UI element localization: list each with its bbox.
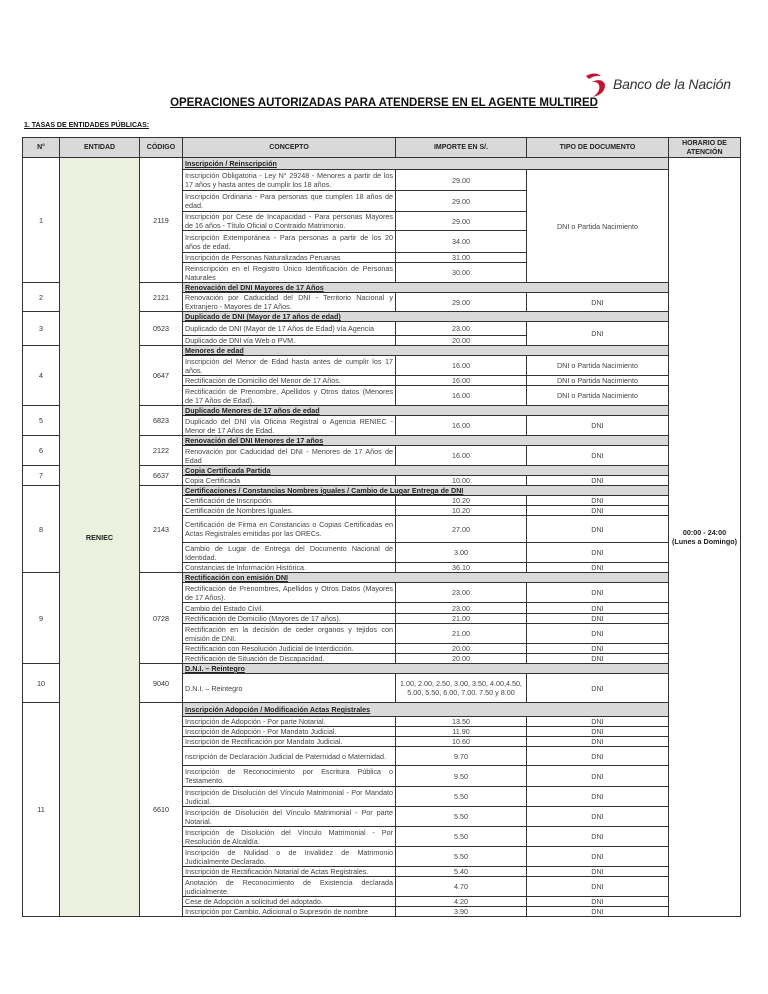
row-number: 1	[23, 158, 60, 283]
doc-type-cell: DNI	[527, 583, 669, 603]
doc-type-cell: DNI	[527, 717, 669, 727]
row-code: 6823	[140, 406, 183, 436]
amount-cell: 10.20	[396, 506, 527, 516]
page-title: OPERACIONES AUTORIZADAS PARA ATENDERSE EN EL AGENTE MULTIRED	[170, 97, 598, 109]
row-number: 10	[23, 664, 60, 703]
amount-cell: 4.20	[396, 897, 527, 907]
concept-cell: Rectificación de Domicilio del Menor de 17 Años.	[183, 376, 396, 386]
bank-logo-icon	[583, 70, 609, 98]
doc-type-cell: DNI	[527, 293, 669, 312]
concept-cell: Rectificación de Prenombre, Apellidos y Otros datos (Menores de 17 Años de Edad).	[183, 386, 396, 406]
row-code: 6610	[140, 703, 183, 917]
col-header-concept: CONCEPTO	[183, 138, 396, 158]
concept-cell: Inscripción de Personas Naturalizadas Peruanas	[183, 253, 396, 263]
concept-cell: Inscripción Extemporánea - Para personas a partir de los 20 años de edad.	[183, 231, 396, 253]
concept-cell: D.N.I. – Reintegro	[183, 674, 396, 703]
doc-type-cell: DNI	[527, 516, 669, 543]
concept-cell: Inscripción de Adopción - Por parte Notarial.	[183, 717, 396, 727]
section-title: Duplicado de DNI (Mayor de 17 años de edad)	[183, 312, 669, 322]
concept-cell: Rectificación de Domicilio (Mayores de 17 años).	[183, 614, 396, 624]
row-number: 7	[23, 466, 60, 486]
concept-cell: Inscripción Obligatoria - Ley N° 29248 - Menores a partir de los 17 años y hasta antes de cumplir los 18 años.	[183, 170, 396, 191]
doc-type-cell: DNI	[527, 766, 669, 787]
concept-cell: Inscripción del Menor de Edad hasta antes de cumplir los 17 años.	[183, 356, 396, 376]
section-title: Copia Certificada Partida	[183, 466, 669, 476]
doc-type-cell: DNI	[527, 867, 669, 877]
concept-cell: Inscripción por Cambio, Adicional o Supresión de nombre	[183, 907, 396, 917]
amount-cell: 20.00	[396, 644, 527, 654]
section-subtitle: 1. TASAS DE ENTIDADES PÚBLICAS:	[24, 122, 150, 129]
doc-type-cell: DNI	[527, 416, 669, 436]
col-header-code: CÓDIGO	[140, 138, 183, 158]
section-row	[23, 158, 741, 170]
amount-cell: 20.00	[396, 336, 527, 346]
amount-cell: 5.40	[396, 867, 527, 877]
doc-type-cell: DNI	[527, 506, 669, 516]
section-title: Rectificación con emisión DNI	[183, 573, 669, 583]
amount-cell: 3.90	[396, 907, 527, 917]
bank-name: Banco de la Nación	[613, 76, 731, 92]
concept-cell: Inscripción de Reconocimiento por Escritura Pública o Testamento.	[183, 766, 396, 787]
amount-cell: 31.00	[396, 253, 527, 263]
amount-cell: 5.50	[396, 787, 527, 807]
amount-cell: 16.00	[396, 386, 527, 406]
amount-cell: 23.00	[396, 603, 527, 614]
amount-cell: 3.00	[396, 543, 527, 563]
col-header-doc-type: TIPO DE DOCUMENTO	[527, 138, 669, 158]
amount-cell: 21.00	[396, 624, 527, 644]
doc-type-cell: DNI	[527, 877, 669, 897]
amount-cell: 9.50	[396, 766, 527, 787]
amount-cell: 29.00	[396, 212, 527, 231]
col-header-number: N°	[23, 138, 60, 158]
col-header-entity: ENTIDAD	[60, 138, 140, 158]
row-code: 0728	[140, 573, 183, 664]
amount-cell: 27.00	[396, 516, 527, 543]
concept-cell: Inscripción por Cese de Incapacidad - Para personas Mayores de 16 años - Título Oficial o Contraido Matrimonio.	[183, 212, 396, 231]
concept-cell: Rectificación en la decisión de ceder organos y tejidos con emisión de DNI.	[183, 624, 396, 644]
concept-cell: Certificación de Inscripción.	[183, 496, 396, 506]
amount-cell: 16.00	[396, 376, 527, 386]
concept-cell: Inscripción de Rectificación Notarial de Actas Registrales.	[183, 867, 396, 877]
row-number: 8	[23, 486, 60, 573]
row-code: 2119	[140, 158, 183, 283]
row-code: 0647	[140, 346, 183, 406]
amount-cell: 4.70	[396, 877, 527, 897]
doc-type-cell: DNI	[527, 446, 669, 466]
concept-cell: Constancias de Información Histórica.	[183, 563, 396, 573]
amount-cell: 10.20	[396, 496, 527, 506]
section-title: Certificaciones / Constancias Nombres iguales / Cambio de Lugar Entrega de DNI	[183, 486, 669, 496]
amount-cell: 29.00	[396, 293, 527, 312]
doc-type-cell: DNI	[527, 737, 669, 747]
amount-cell: 34.00	[396, 231, 527, 253]
doc-type-cell: DNI o Partida Nacimiento	[527, 376, 669, 386]
row-number: 11	[23, 703, 60, 917]
row-number: 9	[23, 573, 60, 664]
concept-cell: Renovación por Caducidad del DNI - Menores de 17 Años de Edad	[183, 446, 396, 466]
section-title: Renovación del DNI Mayores de 17 Años	[183, 283, 669, 293]
doc-type-cell: DNI	[527, 807, 669, 827]
section-title: D.N.I. – Reintegro	[183, 664, 669, 674]
concept-cell: Copia Certificada	[183, 476, 396, 486]
concept-cell: Inscripción de Adopción - Por Mandato Judicial.	[183, 727, 396, 737]
concept-cell: Duplicado de DNI vía Web o PVM.	[183, 336, 396, 346]
doc-type-cell: DNI	[527, 543, 669, 563]
amount-cell: 21.00	[396, 614, 527, 624]
concept-cell: Inscripción de Nulidad o de Invalidez de Matrimonio Judicialmente Declarado.	[183, 847, 396, 867]
amount-cell: 16.00	[396, 356, 527, 376]
row-code: 2122	[140, 436, 183, 466]
concept-cell: Inscripción de Disolución del Vínculo Matrimonial - Por Mandato Judicial.	[183, 787, 396, 807]
doc-type-cell: DNI o Partida Nacimiento	[527, 170, 669, 283]
doc-type-cell: DNI	[527, 654, 669, 664]
amount-cell: 13.50	[396, 717, 527, 727]
doc-type-cell: DNI	[527, 897, 669, 907]
row-code: 0523	[140, 312, 183, 346]
doc-type-cell: DNI	[527, 476, 669, 486]
concept-cell: Rectificación de Situación de Discapacidad.	[183, 654, 396, 664]
row-number: 6	[23, 436, 60, 466]
doc-type-cell: DNI	[527, 614, 669, 624]
amount-cell: 1.00, 2.00, 2.50, 3.00, 3.50, 4.00,4.50, 5.00, 5.50, 6.00, 7.00. 7.50 y 8.00	[396, 674, 527, 703]
doc-type-cell: DNI o Partida Nacimiento	[527, 356, 669, 376]
doc-type-cell: DNI	[527, 603, 669, 614]
concept-cell: Cambio de Lugar de Entrega del Documento Nacional de Identidad.	[183, 543, 396, 563]
doc-type-cell: DNI	[527, 747, 669, 766]
concept-cell: Anotación de Reconocimiento de Existencia declarada judicialmente.	[183, 877, 396, 897]
concept-cell: Duplicado de DNI (Mayor de 17 Años de Edad) vía Agencia	[183, 322, 396, 336]
doc-type-cell: DNI	[527, 322, 669, 346]
amount-cell: 16.00	[396, 416, 527, 436]
amount-cell: 10.00	[396, 476, 527, 486]
doc-type-cell: DNI o Partida Nacimiento	[527, 386, 669, 406]
concept-cell: Duplicado del DNI vía Oficina Registral o Agencia RENIEC - Menor de 17 Años de Edad.	[183, 416, 396, 436]
fees-table	[22, 137, 741, 917]
concept-cell: Rectificación con Resolución Judicial de Interdicción.	[183, 644, 396, 654]
doc-type-cell: DNI	[527, 563, 669, 573]
concept-cell: nscripción de Declaración Judicial de Paternidad o Maternidad.	[183, 747, 396, 766]
concept-cell: Rectificación de Prenombres, Apellidos y Otros Datos (Mayores de 17 Años).	[183, 583, 396, 603]
concept-cell: Inscripción de Disolución del Vínculo Matrimonial - Por Resolución de Alcaldía.	[183, 827, 396, 847]
concept-cell: Renovación por Caducidad del DNI - Territorio Nacional y Extranjero - Mayores de 17 Años.	[183, 293, 396, 312]
amount-cell: 16.00	[396, 446, 527, 466]
entity-name: RENIEC	[60, 158, 140, 917]
concept-cell: Inscripción de Disolución del Vínculo Matrimonial - Por parte Notarial.	[183, 807, 396, 827]
row-number: 5	[23, 406, 60, 436]
concept-cell: Inscripción Ordinaria - Para personas que cumplen 18 años de edad.	[183, 191, 396, 212]
amount-cell: 29.00	[396, 191, 527, 212]
doc-type-cell: DNI	[527, 674, 669, 703]
doc-type-cell: DNI	[527, 907, 669, 917]
section-title: Renovación del DNI Menores de 17 años	[183, 436, 669, 446]
amount-cell: 29.00	[396, 170, 527, 191]
amount-cell: 23.00	[396, 322, 527, 336]
doc-type-cell: DNI	[527, 727, 669, 737]
concept-cell: Certificación de Nombres Iguales.	[183, 506, 396, 516]
row-code: 2143	[140, 486, 183, 573]
col-header-amount: IMPORTE EN S/.	[396, 138, 527, 158]
amount-cell: 11.90	[396, 727, 527, 737]
section-title: Inscripción Adopción / Modificación Actas Registrales	[183, 703, 669, 717]
row-number: 2	[23, 283, 60, 312]
doc-type-cell: DNI	[527, 624, 669, 644]
amount-cell: 36.10	[396, 563, 527, 573]
row-code: 6637	[140, 466, 183, 486]
section-title: Menores de edad	[183, 346, 669, 356]
amount-cell: 5.50	[396, 807, 527, 827]
amount-cell: 20.00	[396, 654, 527, 664]
amount-cell: 23.00	[396, 583, 527, 603]
doc-type-cell: DNI	[527, 787, 669, 807]
doc-type-cell: DNI	[527, 827, 669, 847]
concept-cell: Certificación de Firma en Constancias o Copias Certificadas en Actas Registrales emitidas por las ORECs.	[183, 516, 396, 543]
bank-logo	[583, 70, 731, 98]
row-number: 3	[23, 312, 60, 346]
section-title: Duplicado Menores de 17 años de edad	[183, 406, 669, 416]
amount-cell: 30.00	[396, 263, 527, 283]
section-title: Inscripción / Reinscripción	[183, 158, 669, 170]
amount-cell: 10.60	[396, 737, 527, 747]
concept-cell: Inscripción de Rectificación por Mandato Judicial.	[183, 737, 396, 747]
doc-type-cell: DNI	[527, 496, 669, 506]
table-header-row	[23, 138, 741, 158]
row-code: 9040	[140, 664, 183, 703]
col-header-schedule: HORARIO DE ATENCIÓN	[669, 138, 741, 158]
schedule-text: 00:00 - 24:00 (Lunes a Domingo)	[669, 158, 741, 917]
row-number: 4	[23, 346, 60, 406]
amount-cell: 5.50	[396, 827, 527, 847]
doc-type-cell: DNI	[527, 847, 669, 867]
concept-cell: Reinscripción en el Registro Único Identificación de Personas Naturales	[183, 263, 396, 283]
concept-cell: Cese de Adopción a solicitud del adoptado.	[183, 897, 396, 907]
doc-type-cell: DNI	[527, 644, 669, 654]
amount-cell: 9.70	[396, 747, 527, 766]
row-code: 2121	[140, 283, 183, 312]
concept-cell: Cambio del Estado Civil.	[183, 603, 396, 614]
amount-cell: 5.50	[396, 847, 527, 867]
